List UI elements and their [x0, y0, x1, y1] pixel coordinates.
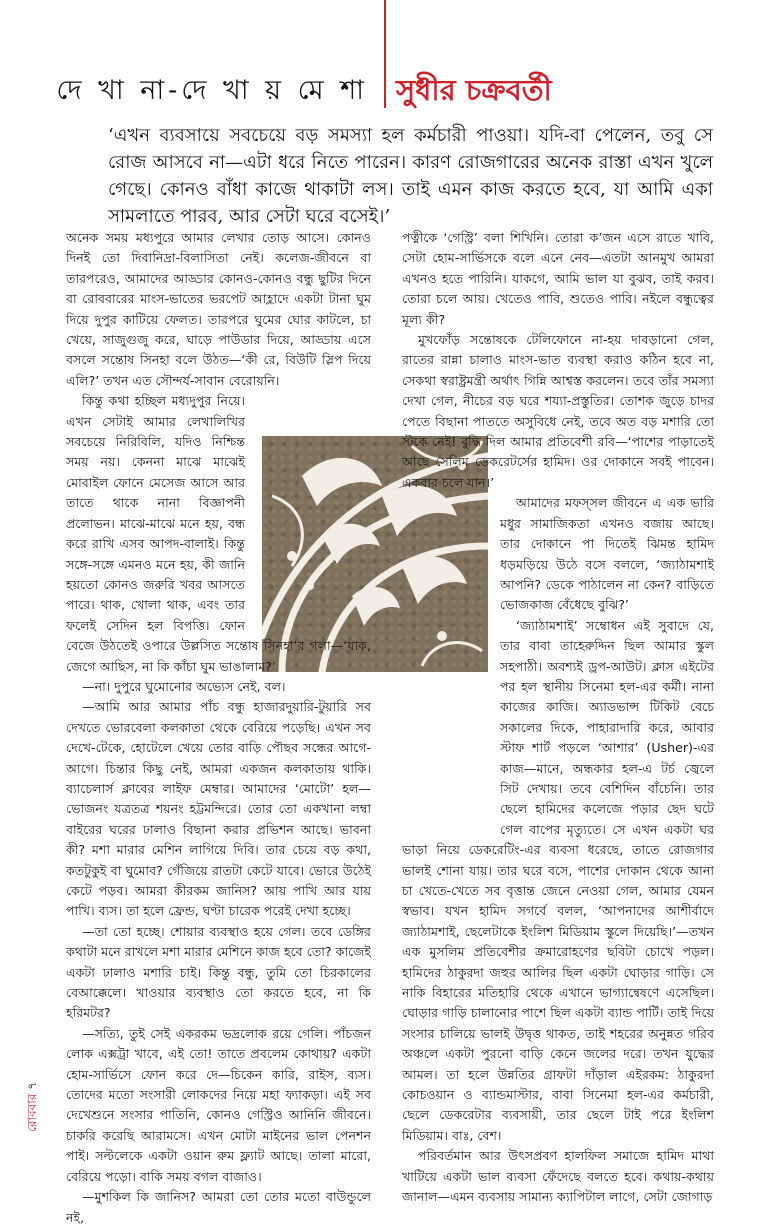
paragraph: মুখফোঁড় সন্তোষকে টেলিফোনে না-হয় দাবড়ানো গেল, রাতের রান্না চালাও মাংস-ভাত ব্যবস্থা করাও কঠিন হবে না, সেকথা স্বরাষ্ট্রমন্ত্রী অর্থাৎ গিন্নি আশ্বস্ত করলেন। তবে তাঁর সমস্যা দেখা গেল, নীচের বড় ঘরে শয্যা-প্রস্তুতির। তোশক জুড়ে চাদর পেতে বিছানা পাততে অসুবিধে নেই, তবে অত বড় মশারি তো স্টকে নেই! বুদ্ধি দিল আমার প্রতিবেশী রবি—‘পাশের পাড়াতেই আছে সেলিম ডেকরেটর্সের হামিদ। ওর দোকানে সবই পাবেন। একবার চলে যান।’	[402, 332, 714, 490]
figure-wrap-space	[402, 493, 494, 823]
paragraph: পত্নীকে ‘গেস্ট্রি’ বলা শিখিনি। তোরা ক’জন এসে রাতে খাবি, সেটা হোম-সার্ভিসকে বলে এনে নেব—এতটা আনমুখ আমরা এখনও হতে পারিনি। যাকগে, আমি ভাল যা বুঝব, তাই করব। তোরা চলে আয়। খেতেও পাবি, শুতেও পাবি। নইলে বন্ধুত্বের মূল্য কী?	[402, 230, 714, 327]
paragraph: —মুশকিল কি জানিস? আমরা তো তোর মতো বাউন্ডুলে নই,	[66, 1189, 371, 1225]
magazine-name: রোববার	[25, 1093, 39, 1132]
author-name: সুধীর চক্রবর্তী	[396, 73, 552, 107]
paragraph: —আমি আর আমার পাঁচ বন্ধু হাজারদুয়ারি-টুয়ারি সব দেখতে ভোরবেলা কলকাতা থেকে বেরিয়ে পড়েছি। এখন সব দেখে-টেকে, হোটেলে খেয়ে তোর বাড়ি পৌছব সন্ধের আগে-আগে। চিন্তার কিছু নেই, আমরা একজন কলকাতায় থাকি। ব্যাচেলার্স ক্লাবের লাইফ মেম্বার। আমাদের ‘মোটো’ হল—ভোজনং যত্রতত্র শয়নং হট্টমন্দিরে। তোর তো একখানা লম্বা বাইরের ঘরের ঢালাও বিছানা করার প্রভিশন আছে। ভাবনা কী? মশা মারার মেশিন লাগিয়ে দিবি। তার চেয়ে বড় কথা, কতটুকুই বা ঘুমোব? গেঁজিয়ে রাতটা কেটে যাবে। ভোরে উঠেই কেটে পড়ব। আমরা কীরকম জানিস? আয় পাখি আর যায় পাখি। ব্যস। তা হলে ফ্রেন্ড, ঘণ্টা চারেক পরেই দেখা হচ্ছে।	[66, 699, 371, 919]
column-title: দে খা না-দে খা য় মে শা	[56, 75, 368, 106]
article-column-right	[402, 228, 714, 1208]
pull-quote: ‘এখন ব্যবসায়ে সবচেয়ে বড় সমস্যা হল কর্মচারী পাওয়া। যদি-বা পেলেন, তবু সে রোজ আসবে না—এটা ধরে নিতে পারেন। কারণ রোজগারের অনেক রাস্তা এখন খুলে গেছে। কোনও বাঁধা কাজে থাকাটা লস। তাই এমন কাজ করতে হবে, যা আমি একা সামলাতে পারব, আর সেটা ঘরে বসেই।’	[108, 125, 713, 227]
header-divider	[384, 0, 386, 108]
paragraph: কিন্তু কথা হচ্ছিল মধ্যদুপুর নিয়ে। এখন সেটাই আমার লেখালিখির সবচেয়ে নিরিবিলি, যদিও নিশ্চিন্ত সময় নয়। কেননা মাঝে মাঝেই মোবাইল ফোনে মেসেজ আসে আর তাতে থাকে নানা বিজ্ঞাপনী প্রলোভন। মাঝে-মাঝে মনে হয়, বন্ধ করে রাখি এসব আপদ-বালাই। কিন্তু সঙ্গে-সঙ্গে এমনও মনে হয়, কী জানি হয়তো কোনও জরুরি খবর আসতে পারে। থাক, খোলা থাক, এবং তার ফলেই সেদিন হল বিপত্তি। ফোন বেজে উঠতেই ওপারে উল্লসিত সন্তোষ সিনহা’র গলা—‘যাক, জেগে আছিস, না কি কাঁচা ঘুম ভাঙালাম?’	[66, 393, 371, 674]
paragraph: অনেক সময় মধ্যপুরে আমার লেখার তোড় আসে। কোনও দিনই তো দিবানিদ্রা-বিলাসিতা নেই। কলেজ-জীবনে বা তারপরেও, আমাদের আড্ডার কোনও-কোনও বন্ধু ছুটির দিনে বা রোববারের মাংস-ভাতের ভরপেট আহ্লাদে একটা টানা ঘুম দিয়ে দুপুর কাটিয়ে ফেলত। তারপরে ঘুমের ঘোর কাটলে, চা খেয়ে, সাজুগুজু করে, ঘাড়ে পাউডার দিয়ে, আড্ডায় এসে বসলে সন্তোষ সিনহা বলে উঠত—‘কী রে, বিউটি স্লিপ দিয়ে এলি?’ তখন এত সৌন্দর্য-সাবান বেরোয়নি।	[66, 230, 371, 388]
page-folio	[22, 1012, 42, 1132]
paragraph: —না। দুপুরে ঘুমোনোর অভ্যেস নেই, বল।	[82, 678, 286, 694]
paragraph: ‘জ্যাঠামশাই’ সম্বোধন এই সুবাদে যে, তার বাবা তাহেরুদ্দিন ছিল আমার স্কুল সহপাঠী। অবশ্যই ড্রপ-আউট। ক্লাস এইটের পর হল স্থানীয় সিনেমা হল-এর কর্মী। নানা কাজের কাজি। অ্যাডভান্স টিকিট বেচে সকালের দিকে, পাহারাদারি করে, আবার স্টাফ শার্ট পড়লে ‘আশার’ (Usher)-এর কাজ—মানে, অন্ধকার হল-এ টর্চ জ্বেলে সিট দেখায়। তবে বেশিদিন বাঁচেনি। তার ছেলে হামিদের কলেজে পড়ার ছেদ ঘটে গেল বাপের মৃত্যুতে। সে এখন একটা ঘর ভাড়া নিয়ে ডেকরেটিং-এর ব্যবসা ধরেছে, তাতে রোজগার ভালই শোনা যায়। তার ঘরে বসে, পাশের দোকান থেকে আনা চা খেতে-খেতে সব বৃত্তান্ত জেনে নেওয়া গেল, আমার যেমন স্বভাব। যখন হামিদ সগর্বে বলল, ‘আপনাদের আশীর্বাদে জ্যাঠামশাই, ছেলেটাকে ইংলিশ মিডিয়াম স্কুলে দিয়েছি।’—তখন এক মুসলিম প্রতিবেশীর ক্রমারোহণের ছবিটা চোখে পড়ল। হামিদের ঠাকুরদা জহুর আলির ছিল একটা ঘোড়ার গাড়ি। সে নাকি বিহারের মতিহারি থেকে এখানে ভাগ্যান্বেষণে এসেছিল। ঘোড়ার গাড়ি চালানোর পাশে ছিল একটা ব্যান্ড পার্টি। তাই দিয়ে সংসার চালিয়ে ভালই উদ্বৃত্ত থাকত, তাই শহরের অনুন্নত গরিব অঞ্চলে একটা পুরনো বাড়ি কেনে জলের দরে। তখন যুদ্ধের আমল। তা হলে উন্নতির গ্রাফটা দাঁড়াল এইরকম: ঠাকুরদা কোচওয়ান ও ব্যান্ডমাস্টার, বাবা সিনেমা হল-এর কর্মচারী, ছেলে ডেকরেটার ব্যবসায়ী, তার ছেলে টাই পরে ইংলিশ মিডিয়াম। বাঃ, বেশ।	[402, 617, 714, 1143]
article-header	[0, 0, 770, 110]
paragraph: আমাদের মফস্‌সল জীবনে এ এক ভারি মধুর সামাজিকতা এখনও বজায় আছে। তার দোকানে পা দিতেই ঝিমন্ত হামিদ ধড়মড়িয়ে উঠে বসে বললে, ‘জ্যাঠামশাই আপনি? ডেকে পাঠালেন না কেন? বাড়িতে ভোজকাজ বেঁধেছে বুঝি?’	[500, 495, 714, 613]
figure-wrap-space	[251, 391, 371, 627]
paragraph: —সত্যি, তুই সেই একরকম ভদ্রলোক রয়ে গেলি। পাঁচজন লোক এক্সট্রা খাবে, এই তো! তাতে প্রবলেম কোথায়? একটা হোম-সার্ভিসে ফোন করে দে—চিকেন কারি, রাইস, ব্যস। তোদের মতো সংসারী লোকদের নিয়ে মহা ফ্যাকড়া। এই সব দেখেশুনে সংসার পাতিনি, কোনও গেস্ট্রিও আনিনি জীবনে। চাকরি করেছি আরামসে। এখন মোটা মাইনের ভাল পেনশন পাই। সল্টলেকে একটা ওয়ান রুম ফ্ল্যাট আছে। তালা মারো, বেরিয়ে পড়ো। বাকি সময় বগল বাজাও।	[66, 1025, 371, 1184]
paragraph: —তা তো হচ্ছে। শোয়ার ব্যবস্থাও হয়ে গেল। তবে ডেঙ্গির কথাটা মনে রাখলে মশা মারার মেশিনে কাজ হবে তো? কাজেই একটা ঢালাও মশারি চাই। কিন্তু বন্ধু, তুমি তো চিরকালের বেআক্কেলে। খাওয়ার ব্যবস্থাও তো করতে হবে, না কি হরিমটর?	[66, 923, 371, 1021]
paragraph: পরিবর্তমান আর উৎসপ্রবণ হালফিল সমাজে হামিদ মাথা খাটিয়ে একটা ভাল ব্যবসা ফেঁদেছে বলতে হবে। কথায়-কথায় জানাল—এমন ব্যবসায় সামান্য ক্যাপিটাল লাগে, সেটা জোগাড়	[402, 1148, 714, 1205]
article-column-left	[66, 228, 371, 1228]
page-number: ৭	[25, 1081, 39, 1090]
